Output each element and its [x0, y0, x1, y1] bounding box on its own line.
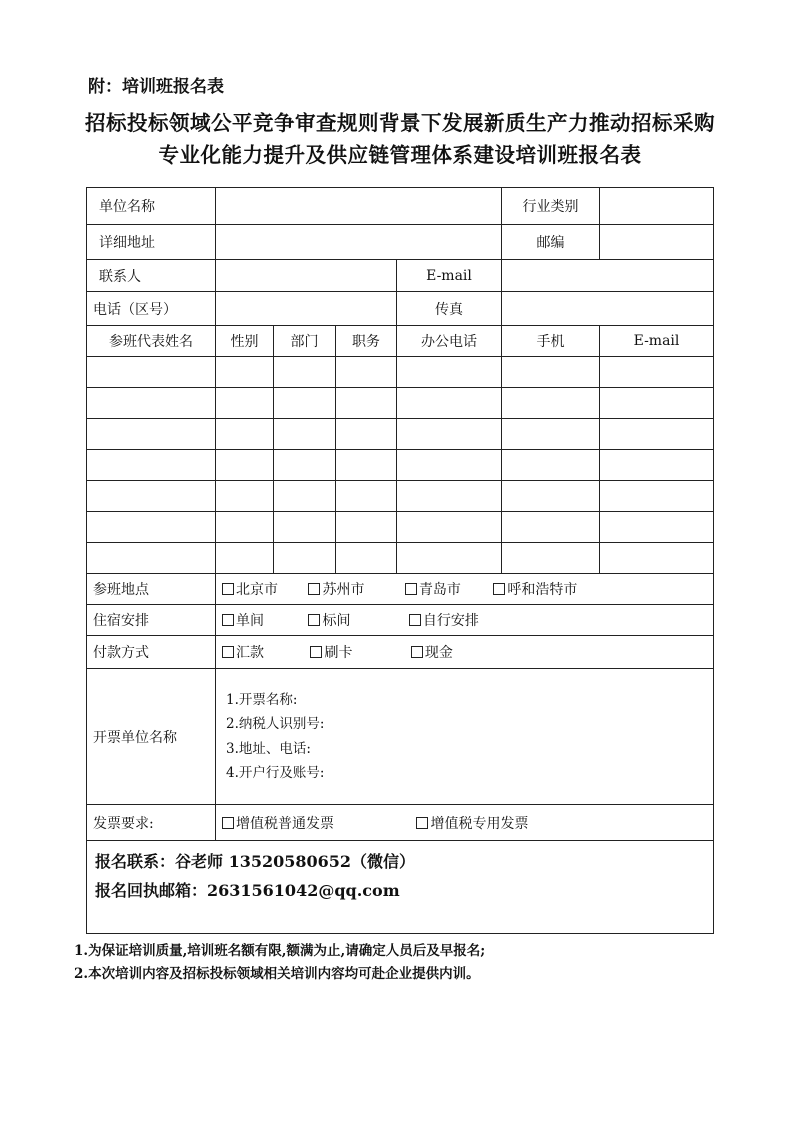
checkbox-icon — [222, 614, 234, 626]
postcode-label: 邮编 — [502, 225, 600, 260]
registration-form-table — [86, 187, 714, 934]
phone-row — [87, 292, 714, 326]
payment-options — [216, 636, 714, 669]
payment-option-card[interactable]: 刷卡 — [310, 642, 406, 662]
payment-row — [87, 636, 714, 669]
attendee-cell[interactable] — [336, 543, 397, 574]
checkbox-icon — [409, 614, 421, 626]
attendee-cell[interactable] — [336, 357, 397, 388]
attendee-row — [87, 419, 714, 450]
attendee-cell[interactable] — [336, 512, 397, 543]
invoice-requirement-label: 发票要求: — [87, 805, 216, 841]
checkbox-icon — [411, 646, 423, 658]
checkbox-icon — [308, 614, 320, 626]
attendee-cell[interactable] — [600, 450, 714, 481]
attendee-cell[interactable] — [397, 543, 502, 574]
attendee-row — [87, 481, 714, 512]
contact-person-label: 联系人 — [87, 260, 216, 292]
email-label: E-mail — [397, 260, 502, 292]
attendee-row — [87, 357, 714, 388]
attendee-cell[interactable] — [502, 512, 600, 543]
lodging-option-self[interactable]: 自行安排 — [409, 610, 479, 630]
attendee-cell[interactable] — [502, 450, 600, 481]
mobile-header: 手机 — [502, 326, 600, 357]
attendee-cell[interactable] — [397, 357, 502, 388]
contact-info-row — [87, 841, 714, 934]
attendee-cell[interactable] — [600, 512, 714, 543]
attendee-cell[interactable] — [397, 419, 502, 450]
payment-option-cash[interactable]: 现金 — [411, 642, 453, 662]
attendee-row — [87, 388, 714, 419]
attendee-cell[interactable] — [87, 419, 216, 450]
form-title-line-1: 招标投标领域公平竞争审查规则背景下发展新质生产力推动招标采购 — [85, 111, 715, 135]
attendee-cell[interactable] — [274, 357, 336, 388]
attendee-cell[interactable] — [600, 543, 714, 574]
attendee-cell[interactable] — [336, 450, 397, 481]
attendee-cell[interactable] — [87, 388, 216, 419]
attendee-cell[interactable] — [502, 481, 600, 512]
lodging-option-standard[interactable]: 标间 — [308, 610, 404, 630]
invoice-line: 1.开票名称: — [226, 691, 298, 708]
location-row — [87, 574, 714, 605]
position-header: 职务 — [336, 326, 397, 357]
address-field[interactable] — [216, 225, 502, 260]
attendee-cell[interactable] — [502, 357, 600, 388]
attendee-cell[interactable] — [216, 357, 274, 388]
payment-option-transfer[interactable]: 汇款 — [222, 642, 306, 662]
invoice-line: 3.地址、电话: — [226, 740, 311, 757]
lodging-option-single[interactable]: 单间 — [222, 610, 304, 630]
location-label: 参班地点 — [87, 574, 216, 605]
payment-label: 付款方式 — [87, 636, 216, 669]
invoice-requirement-row — [87, 805, 714, 841]
attendee-cell[interactable] — [502, 543, 600, 574]
department-header: 部门 — [274, 326, 336, 357]
attendee-cell[interactable] — [336, 481, 397, 512]
contact-phone-line: 报名联系：谷老师 13520580652（微信） — [95, 852, 416, 871]
attendee-cell[interactable] — [216, 481, 274, 512]
attendee-cell[interactable] — [216, 388, 274, 419]
lodging-label: 住宿安排 — [87, 605, 216, 636]
gender-header: 性别 — [216, 326, 274, 357]
checkbox-icon — [308, 583, 320, 595]
attendee-cell[interactable] — [600, 357, 714, 388]
invoice-option-special[interactable]: 增值税专用发票 — [416, 813, 528, 833]
invoice-option-general[interactable]: 增值税普通发票 — [222, 813, 412, 833]
attendee-cell[interactable] — [87, 450, 216, 481]
attendee-cell[interactable] — [216, 512, 274, 543]
location-option-hohhot[interactable]: 呼和浩特市 — [493, 579, 577, 599]
attendee-name-header: 参班代表姓名 — [87, 326, 216, 357]
contact-email-line: 报名回执邮箱：2631561042@qq.com — [95, 881, 400, 900]
attendee-cell[interactable] — [274, 481, 336, 512]
location-option-qingdao[interactable]: 青岛市 — [405, 579, 489, 599]
attendee-cell[interactable] — [336, 419, 397, 450]
checkbox-icon — [405, 583, 417, 595]
attendee-row — [87, 512, 714, 543]
location-option-beijing[interactable]: 北京市 — [222, 579, 304, 599]
checkbox-icon — [222, 583, 234, 595]
attendee-header-row — [87, 326, 714, 357]
attendee-row — [87, 543, 714, 574]
checkbox-icon — [222, 646, 234, 658]
attendee-cell[interactable] — [274, 512, 336, 543]
lodging-options — [216, 605, 714, 636]
invoice-label: 开票单位名称 — [87, 669, 216, 805]
attendee-cell[interactable] — [600, 419, 714, 450]
org-name-field[interactable] — [216, 188, 502, 225]
contact-person-field[interactable] — [216, 260, 397, 292]
attendee-cell[interactable] — [502, 388, 600, 419]
location-option-suzhou[interactable]: 苏州市 — [308, 579, 400, 599]
attendee-cell[interactable] — [397, 450, 502, 481]
checkbox-icon — [222, 817, 234, 829]
attendee-cell[interactable] — [502, 419, 600, 450]
contact-info — [87, 841, 714, 934]
address-label: 详细地址 — [87, 225, 216, 260]
attendee-cell[interactable] — [397, 512, 502, 543]
invoice-line: 2.纳税人识别号: — [226, 716, 325, 732]
checkbox-icon — [310, 646, 322, 658]
invoice-details[interactable] — [216, 669, 714, 805]
org-name-row — [87, 188, 714, 225]
attendee-row — [87, 450, 714, 481]
phone-label: 电话（区号） — [87, 292, 216, 326]
attendee-cell[interactable] — [274, 450, 336, 481]
attendee-cell[interactable] — [274, 419, 336, 450]
checkbox-icon — [493, 583, 505, 595]
attendee-cell[interactable] — [87, 512, 216, 543]
industry-field[interactable] — [600, 188, 714, 225]
attendee-cell[interactable] — [274, 388, 336, 419]
office-phone-header: 办公电话 — [397, 326, 502, 357]
attendee-cell[interactable] — [87, 357, 216, 388]
phone-field[interactable] — [216, 292, 397, 326]
notes — [74, 940, 485, 986]
lodging-row — [87, 605, 714, 636]
invoice-row — [87, 669, 714, 805]
attachment-label: 附：培训班报名表 — [88, 77, 224, 97]
attendee-cell[interactable] — [274, 543, 336, 574]
attendee-cell[interactable] — [87, 481, 216, 512]
attendee-cell[interactable] — [216, 543, 274, 574]
attendee-cell[interactable] — [336, 388, 397, 419]
attendee-cell[interactable] — [216, 419, 274, 450]
attendee-cell[interactable] — [216, 450, 274, 481]
attendee-cell[interactable] — [87, 543, 216, 574]
attendee-cell[interactable] — [397, 388, 502, 419]
checkbox-icon — [416, 817, 428, 829]
fax-field[interactable] — [502, 292, 714, 326]
attendee-cell[interactable] — [397, 481, 502, 512]
note-item: 2.本次培训内容及招标投标领域相关培训内容均可赴企业提供内训。 — [74, 966, 480, 982]
note-item: 1.为保证培训质量,培训班名额有限,额满为止,请确定人员后及早报名; — [74, 943, 486, 959]
invoice-line: 4.开户行及账号: — [226, 765, 325, 781]
email-field[interactable] — [502, 260, 714, 292]
attendee-cell[interactable] — [600, 481, 714, 512]
org-name-label: 单位名称 — [87, 188, 216, 225]
postcode-field[interactable] — [600, 225, 714, 260]
address-row — [87, 225, 714, 260]
industry-label: 行业类别 — [502, 188, 600, 225]
invoice-requirement-options — [216, 805, 714, 841]
form-title-line-2: 专业化能力提升及供应链管理体系建设培训班报名表 — [158, 143, 642, 167]
contact-row — [87, 260, 714, 292]
location-options — [216, 574, 714, 605]
fax-label: 传真 — [397, 292, 502, 326]
attendee-email-header: E-mail — [600, 326, 714, 357]
attendee-cell[interactable] — [600, 388, 714, 419]
